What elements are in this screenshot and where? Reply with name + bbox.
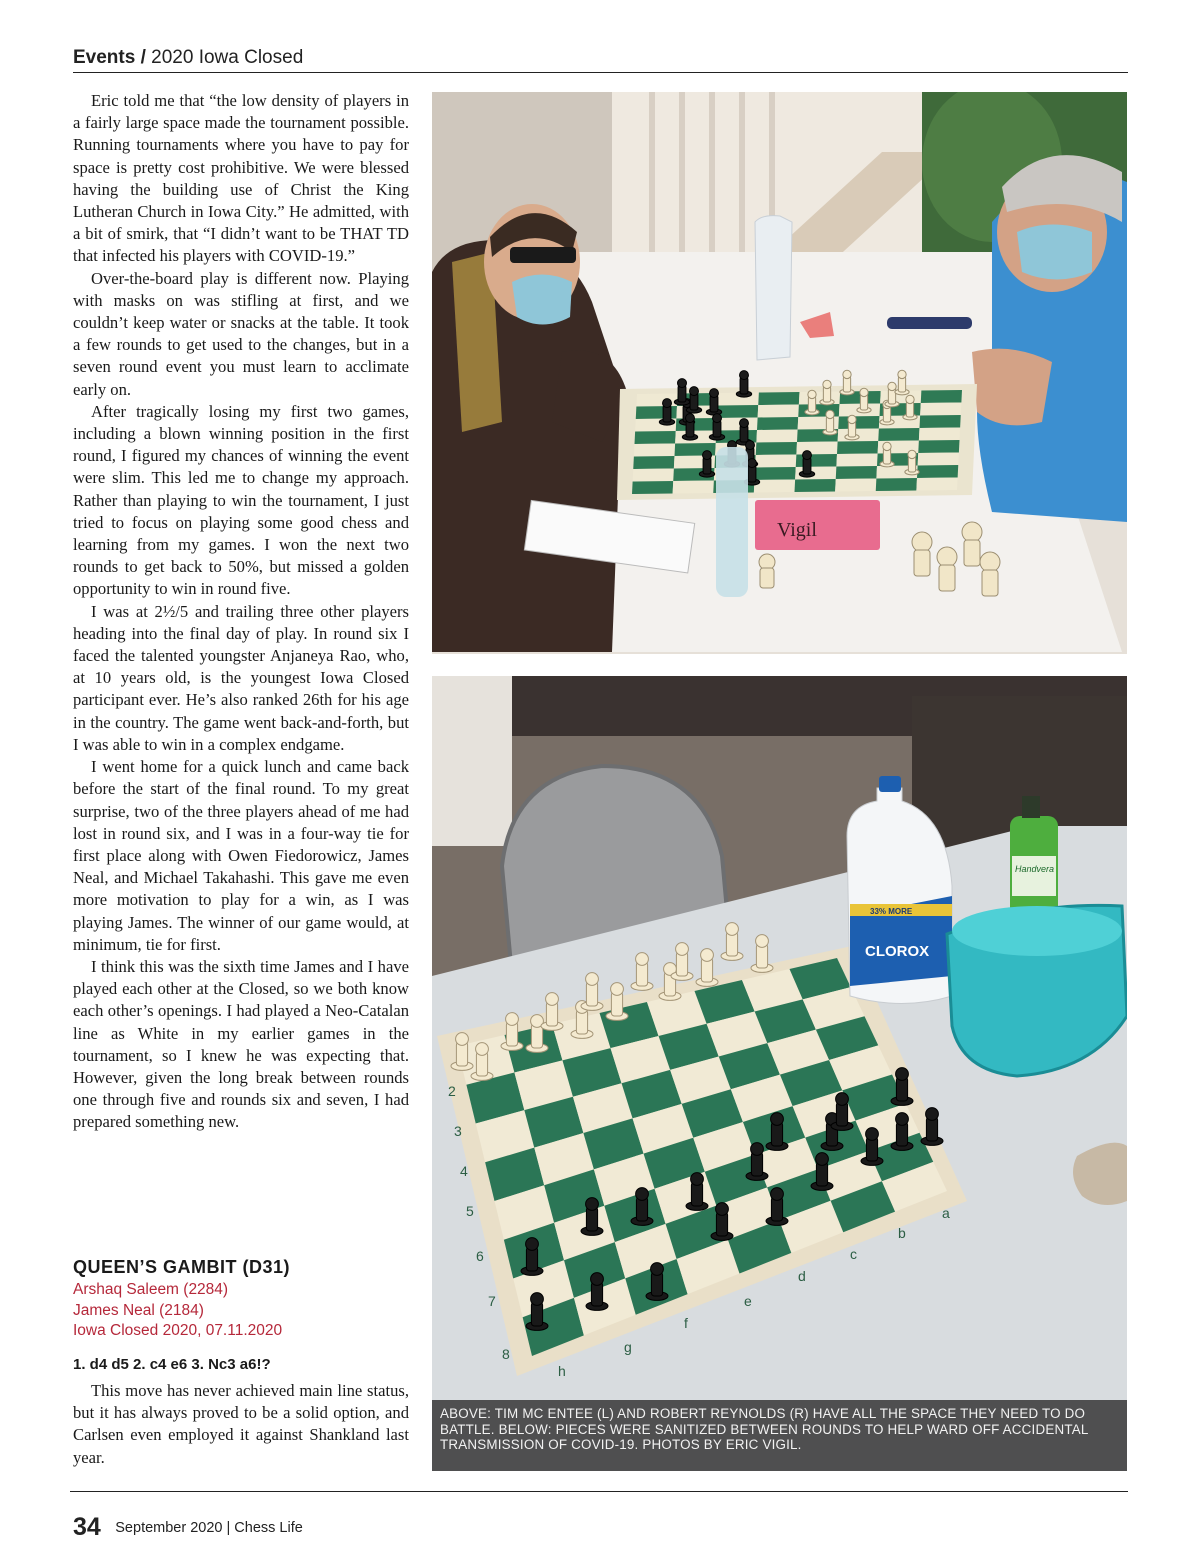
board-square [756, 442, 797, 455]
page-footer [73, 1513, 303, 1542]
board-square [836, 466, 877, 479]
clock-sign-text: Vigil [777, 519, 817, 541]
header-title: 2020 Iowa Closed [151, 47, 304, 68]
black-player: James Neal (2184) [73, 1301, 204, 1319]
board-square [634, 444, 675, 457]
bottle-banner: 33% MORE [870, 907, 913, 916]
photo-sanitizing-illustration [432, 676, 1127, 1471]
board-square [918, 453, 959, 466]
board-square [757, 417, 798, 430]
section-label: Events / [73, 47, 146, 68]
issue-label: September 2020 | Chess Life [115, 1519, 303, 1536]
game-moves: 1. d4 d5 2. c4 e6 3. Nc3 a6!? [73, 1355, 271, 1373]
rank-label-6: 6 [476, 1248, 484, 1264]
sanitizer-brand: Handvera [1015, 864, 1055, 874]
board-square [876, 478, 917, 491]
paragraph: This move has never achieved main line status, but it has always proved to be a solid option, and Carlsen even employed it against Shankland last year. [73, 1381, 409, 1467]
white-player: Arshaq Saleem (2284) [73, 1281, 229, 1298]
board-square [920, 403, 961, 416]
file-label-e: e [744, 1293, 752, 1309]
board-square [836, 454, 877, 467]
board-square [755, 455, 796, 468]
rank-label-8: 8 [502, 1346, 510, 1362]
paragraph: I went home for a quick lunch and came back before the start of the final round. To my great surprise, two of the three players ahead of me had lost in round six, and I was in a four-way tie for first place along with Owen Fiedorowicz, James Neal, and Michael Takahashi. This gave me even more motivation to play for a win, as I was playing James. The winner of our game would, at minimum, tie for first. [73, 757, 409, 954]
photo-caption: ABOVE: TIM MC ENTEE (L) AND ROBERT REYNOLDS (R) HAVE ALL THE SPACE THEY NEED TO DO BATTLE. BELOW: PIECES WERE SANITIZED BETWEEN ROUNDS TO HELP WARD OFF ACCIDENTAL TRANSMISSION OF COVID-19. PHOTOS BY ERIC VIGIL. [432, 1400, 1127, 1471]
file-label-f: f [684, 1315, 688, 1331]
footer-rule [70, 1491, 1128, 1492]
board-square [918, 440, 959, 453]
board-square [717, 405, 758, 418]
board-square [920, 415, 961, 428]
rank-label-5: 5 [466, 1203, 474, 1219]
board-square [919, 428, 960, 441]
rank-label-4: 4 [460, 1163, 468, 1179]
paragraph: Over-the-board play is different now. Playing with masks on was stifling at first, and we couldn’t keep water or snacks at the table. It took a few rounds to get used to the changes, but in a seven round event you must learn to acclimate early on. [73, 268, 409, 399]
board-square [633, 469, 674, 482]
board-square [758, 392, 799, 405]
file-label-h: h [558, 1363, 566, 1379]
page-number: 34 [73, 1513, 101, 1541]
paragraph: After tragically losing my first two games, including a blown winning position in the first round, I figured my chances of winning the event were slim. This led me to change my approach. Rather than playing to win the tournament, I just tried to focus on playing some good chess and learning from my games. I won the next two rounds to get back to 50%, but missed a golden opportunity to win in round five. [73, 401, 409, 599]
file-label-b: b [898, 1225, 906, 1241]
article-column [73, 90, 409, 1134]
board-square [632, 481, 673, 494]
board-square [795, 479, 836, 492]
board-square [673, 481, 714, 494]
board-square [837, 441, 878, 454]
board-square [796, 442, 837, 455]
rank-label-2: 2 [448, 1083, 456, 1099]
photo-sanitizing-pieces [432, 676, 1127, 1471]
game-title: QUEEN’S GAMBIT (D31) [73, 1257, 291, 1277]
game-event: Iowa Closed 2020, 07.11.2020 [73, 1322, 283, 1339]
header-rule [73, 72, 1128, 73]
paragraph: I think this was the sixth time James and I have played each other at the Closed, so we both know each other’s openings. I had played a Neo-Catalan line as White in my earlier games in the tournament, so I knew he was expecting that. However, given the long break between rounds one through five and rounds six and seven, I had prepared something new. [73, 956, 409, 1132]
paragraph: I was at 2½/5 and trailing three other players heading into the final day of play. In round six I faced the talented youngster Anjaneya Rao, who, at 10 years old, is the youngest Iowa Closed participant ever. He’s also ranked 26th for his age in the country. The game went back-and-forth, but I was able to win in a complex endgame. [73, 601, 409, 754]
file-label-a: a [942, 1205, 950, 1221]
bottle-brand: CLOROX [865, 943, 930, 960]
photo-players-illustration [432, 92, 1127, 654]
board-square [635, 431, 676, 444]
paragraph: Eric told me that “the low density of players in a fairly large space made the tournament possible. Running tournaments where you have to pay for space is pretty cost prohibitive. We were blessed having the building use of Christ the King Lutheran Church in Iowa City.” He admitted, with a bit of smirk, that “I didn’t want to be THAT TD that infected his players with COVID-19.” [73, 91, 409, 266]
board-square [796, 454, 837, 467]
board-square [921, 390, 962, 403]
board-square [917, 465, 958, 478]
board-square [835, 479, 876, 492]
file-label-c: c [850, 1246, 857, 1262]
game-commentary [73, 1380, 409, 1469]
running-header [73, 47, 1128, 71]
board-square [838, 416, 879, 429]
board-square [916, 478, 957, 491]
file-label-g: g [624, 1339, 632, 1355]
game-header [73, 1257, 409, 1373]
board-square [878, 428, 919, 441]
board-square [633, 456, 674, 469]
board-square [756, 430, 797, 443]
photo-players-at-board [432, 92, 1127, 654]
board-square [755, 467, 796, 480]
rank-label-3: 3 [454, 1123, 462, 1139]
board-square [758, 405, 799, 418]
rank-label-7: 7 [488, 1293, 496, 1309]
file-label-d: d [798, 1268, 806, 1284]
board-square [716, 418, 757, 431]
